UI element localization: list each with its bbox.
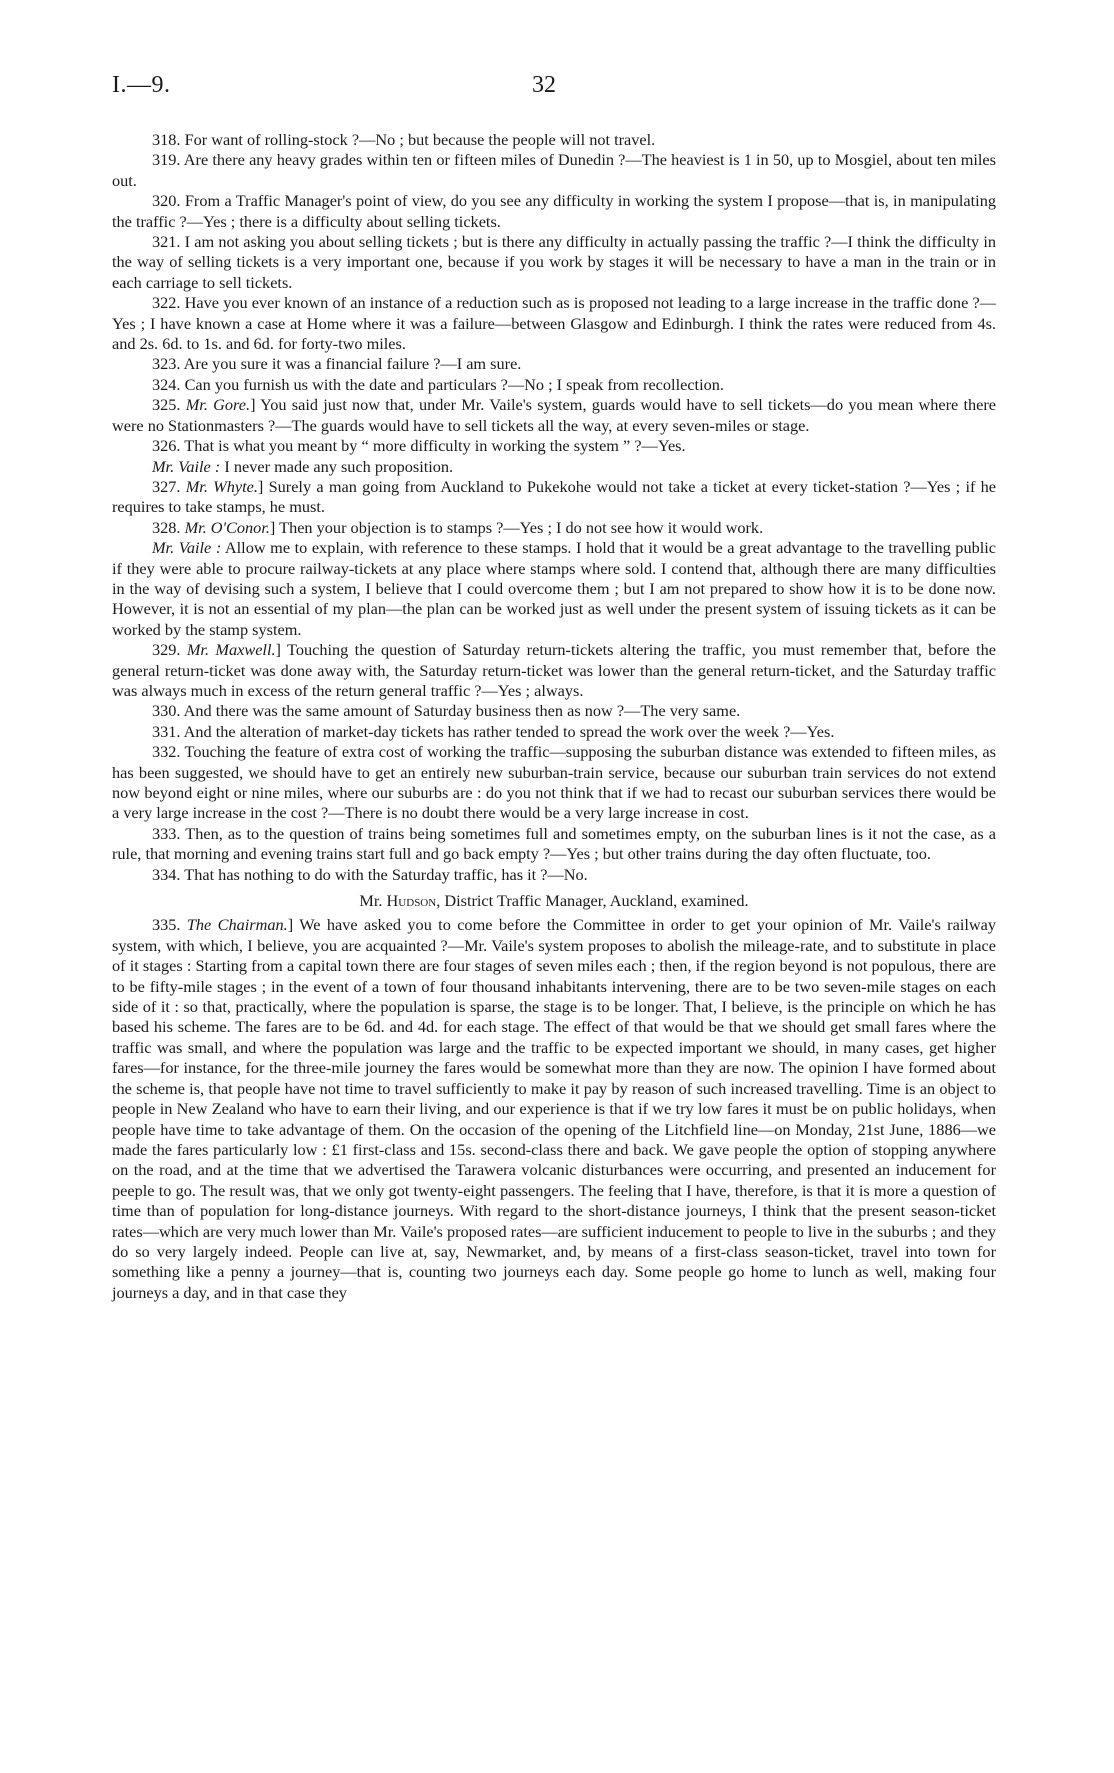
heading-suffix: , District Traffic Manager, Auckland, examined. [436,891,749,911]
speaker: Mr. Whyte. [185,476,258,496]
paragraph [112,824,996,865]
paragraph [112,701,996,721]
paragraph [112,865,996,885]
paragraph-text: ] Surely a man going from Auckland to Pukekohe would not take a ticket at every ticket-station ?—Yes ; if he requires to take stamps, he must. [112,476,997,517]
paragraph-text: 324. Can you furnish us with the date and particulars ?—No ; I speak from recollection. [152,374,724,394]
document-reference: I.—9. [112,72,171,98]
speaker: Mr. Vaile : [152,538,222,558]
paragraph-text: 326. That is what you meant by “ more difficulty in working the system ” ?—Yes. [152,436,686,456]
paragraph [112,232,996,293]
paragraph-text: 322. Have you ever known of an instance of a reduction such as is proposed not leading to a large increase in the traffic done ?—Yes ; I have known a case at Home where it was a failure—between Glasgow and Edinburgh. I think the rates were reduced from 4s. and 2s. 6d. to 1s. and 6d. for forty-two miles. [112,293,996,354]
witness-name: Hudson [386,891,437,911]
question-number: 325. [152,395,186,415]
paragraph [112,742,996,824]
paragraph-text: 332. Touching the feature of extra cost of working the traffic—supposing the suburban distance was extended to fifteen miles, as has been suggested, we should have to get an entirely new suburban-train service, because our suburban train services do not extend now beyond eight or nine miles, where our suburbs are : do you not think that if we had to recast our suburban services there would be a very large increase in the cost ?—There is no doubt there would be a very large increase in cost. [112,742,996,823]
question-number: 327. [152,476,186,496]
paragraph [112,477,996,518]
paragraph [112,395,996,436]
paragraph [112,354,996,374]
paragraph-text: ] We have asked you to come before the Committee in order to get your opinion of Mr. Vaile's railway system, with which, I believe, you are acquainted ?—Mr. Vaile's system proposes to abolish the mileage-rate, and to substitute in place of it stages : Starting from a capital town there are four stages of seven miles each ; then, if the region beyond is not populous, there are to be fifty-mile stages ; in the event of a town of four thousand inhabitants intervening, there are to be two seven-mile stages on each side of it : so that, practically, where the population is sparse, the stage is to be longer. That, I believe, is the principle on which he has based his scheme. The fares are to be 6d. and 4d. for each stage. The effect of that would be that we should get small fares where the traffic was small, and where the population was large and the traffic to be expected important we should, in many cases, get higher fares—for instance, for the three-mile journey the fares would be somewhat more than they are now. The opinion I have formed about the scheme is, that people have not time to travel sufficiently to make it pay by reason of such increased travelling. Time is an object to people in New Zealand who have to earn their living, and our experience is that if we try low fares it must be on public holidays, when people have time to take advantage of them. On the occasion of the opening of the Litchfield line—on Monday, 21st June, 1886—we made the fares particularly low : £1 first-class and 15s. second-class there and back. We gave people the option of stopping anywhere on the road, and at the time that we advertised the Tarawera volcanic disturbances were occurring, and presented an inducement for peeple to go. The result was, that we only got twenty-eight passengers. The feeling that I have, therefore, is that it is more a question of time than of population for long-distance journeys. With regard to the short-distance journeys, I think that the present season-ticket rates—which are very much lower than Mr. Vaile's proposed rates—are sufficient inducement to people to live in the suburbs ; and they do so very largely indeed. People can live at, say, Newmarket, and, by means of a first-class season-ticket, travel into town for something like a penny a journey—that is, counting two journeys each day. Some people go home to lunch as well, making four journeys a day, and in that case they [112,915,996,1302]
paragraph-text: 331. And the alteration of market-day tickets has rather tended to spread the work over the week ?—Yes. [152,721,835,741]
body-text [112,130,996,1303]
page-number: 32 [532,72,556,98]
question-number: 329. [152,640,187,660]
paragraph-text: 318. For want of rolling-stock ?—No ; but because the people will not travel. [152,130,656,149]
paragraph-text: 320. From a Traffic Manager's point of view, do you see any difficulty in working the system I propose—that is, in manipulating the traffic ?—Yes ; there is a difficulty about selling tickets. [112,191,996,231]
paragraph-text: 330. And there was the same amount of Saturday business then as now ?—The very same. [152,701,741,721]
speaker: Mr. Maxwell. [186,640,276,660]
paragraph [112,375,996,395]
paragraph [112,191,996,232]
paragraph [112,640,996,701]
paragraph [112,538,996,640]
paragraph [112,457,996,477]
paragraph-list [112,130,996,885]
speaker: Mr. O'Conor. [184,517,270,537]
paragraph-text: 333. Then, as to the question of trains being sometimes full and sometimes empty, on the suburban lines is it not the case, as a rule, that morning and evening trains start full and go back empty ?—Yes ; but other trains during the day often fluctuate, too. [112,823,996,864]
paragraph-text: I never made any such proposition. [220,456,454,476]
paragraph-text: Allow me to explain, with reference to these stamps. I hold that it would be a great advantage to the travelling public if they were able to procure railway-tickets at any place where stamps where sold. I contend that, although there are many difficulties in the way of devising such a system, I believe that I could overcome them ; but I am not prepared to show how it is to be done now. However, it is not an essential of my plan—the plan can be worked just as well under the present system of issuing tickets as it can be worked by the stamp system. [112,538,996,639]
paragraph-text: ] You said just now that, under Mr. Vaile's system, guards would have to sell tickets—do you mean where there were no Stationmasters ?—The guards would have to sell tickets all the way, at every seven-miles or stage. [112,395,996,435]
heading-prefix: Mr. [359,891,387,911]
paragraph-text: 319. Are there any heavy grades within ten or fifteen miles of Dunedin ?—The heaviest is 1 in 50, up to Mosgiel, about ten miles out. [112,150,996,190]
paragraph [112,150,996,191]
paragraph-335 [112,915,996,1303]
paragraph [112,436,996,456]
speaker: The Chairman. [186,915,288,935]
paragraph-text: 334. That has nothing to do with the Saturday traffic, has it ?—No. [152,864,588,884]
paragraph-text: ] Then your objection is to stamps ?—Yes ; I do not see how it would work. [269,517,764,537]
paragraph-text: 323. Are you sure it was a financial failure ?—I am sure. [152,354,522,374]
section-heading [112,891,996,911]
paragraph [112,293,996,354]
paragraph [112,518,996,538]
paragraph [112,722,996,742]
speaker: Mr. Gore. [185,395,251,415]
paragraph-text: 321. I am not asking you about selling tickets ; but is there any difficulty in actually passing the traffic ?—I think the difficulty in the way of selling tickets is a very important one, because if you work by stages it will be necessary to have a man in the train or in each carriage to sell tickets. [112,232,996,292]
question-number: 328. [152,517,185,537]
speaker: Mr. Vaile : [152,456,221,476]
question-number: 335. [152,915,187,935]
paragraph-text: ] Touching the question of Saturday return-tickets altering the traffic, you must remember that, before the general return-ticket was done away with, the Saturday return-ticket was lower than the general return-ticket, and the Saturday traffic was always much in excess of the return general traffic ?—Yes ; always. [112,640,996,700]
paragraph [112,130,996,150]
